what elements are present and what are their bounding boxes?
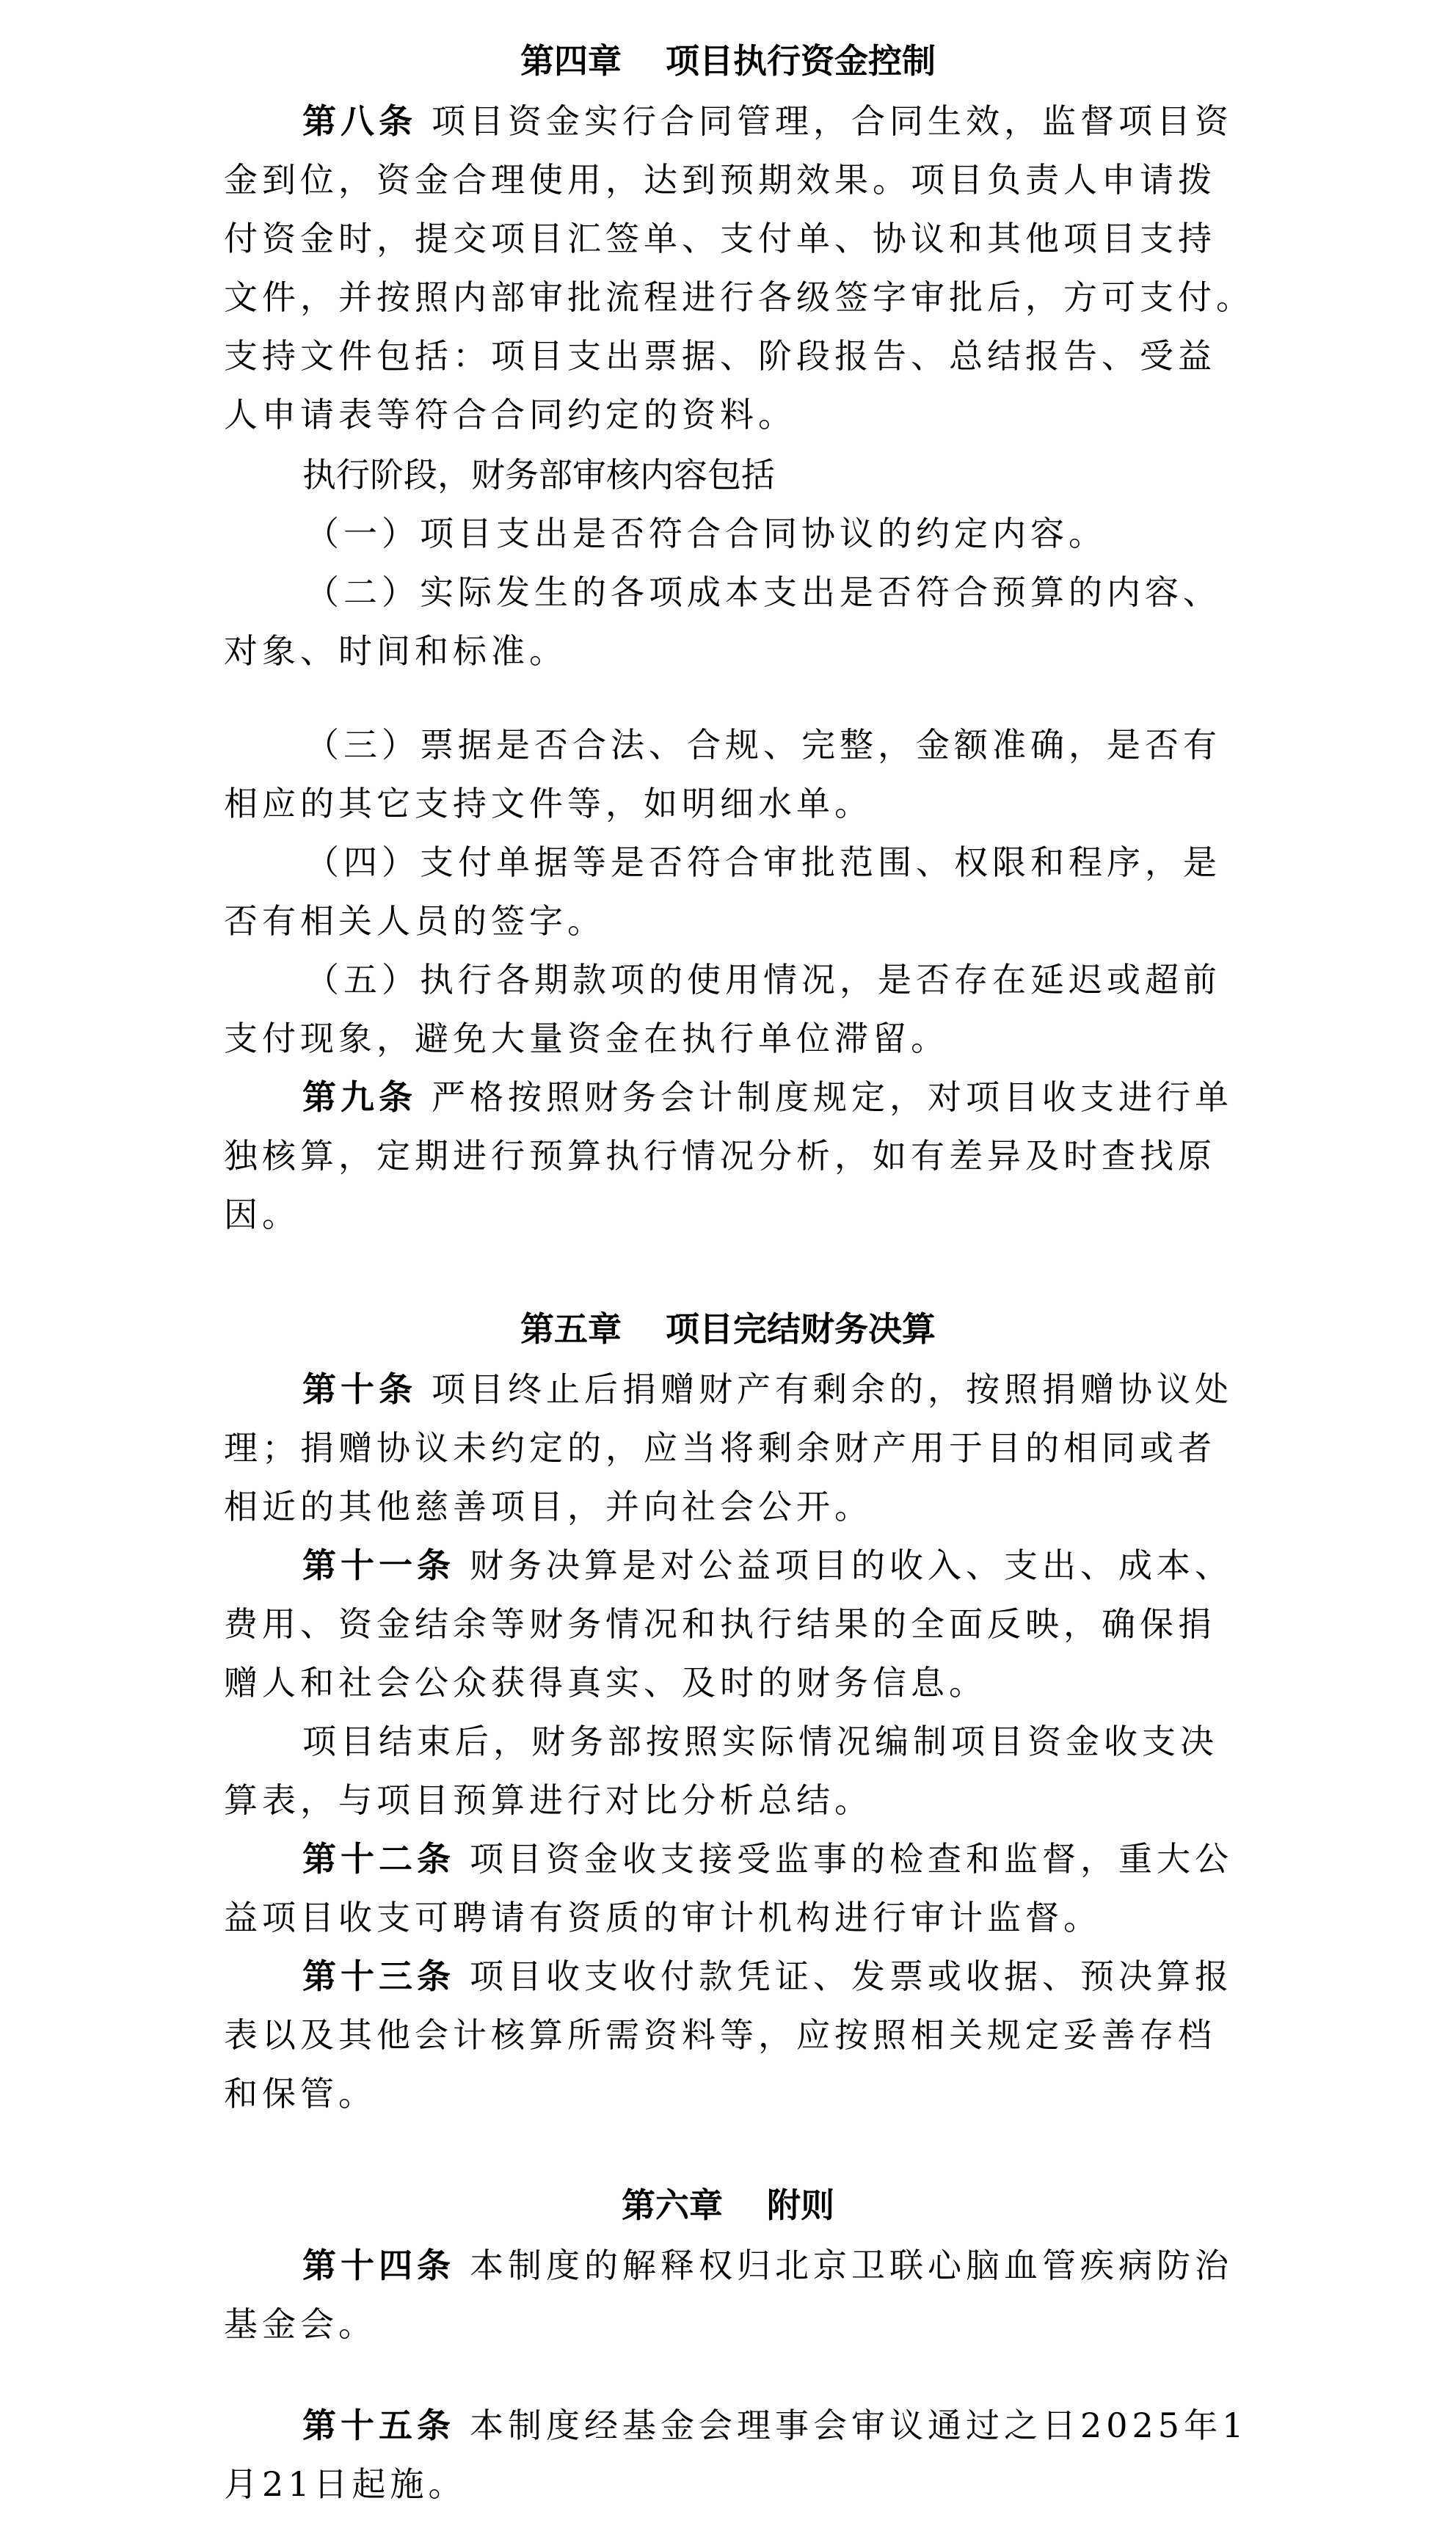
article-13-line-1 bbox=[0, 1955, 1456, 1998]
review-item-1: （一）项目支出是否符合合同协议的约定内容。 bbox=[305, 514, 1107, 553]
article-8-line-3: 付资金时，提交项目汇签单、支付单、协议和其他项目支持 bbox=[224, 219, 1216, 258]
article-8-line-6: 人申请表等符合合同约定的资料。 bbox=[224, 395, 796, 434]
article-label: 第十一条 bbox=[302, 1545, 455, 1585]
article-10-line-3: 相近的其他慈善项目，并向社会公开。 bbox=[224, 1487, 873, 1526]
article-12-line-1 bbox=[0, 1838, 1456, 1880]
article-14-line-2: 基金会。 bbox=[224, 2304, 376, 2344]
article-text: 本制度的解释权归北京卫联心脑血管疾病防治 bbox=[470, 2246, 1233, 2285]
article-label: 第十二条 bbox=[302, 1839, 455, 1879]
chapter-title: 附则 bbox=[767, 2185, 834, 2225]
article-15-line-1 bbox=[0, 2404, 1456, 2447]
review-item-2-line-2: 对象、时间和标准。 bbox=[224, 631, 567, 671]
article-10-line-1 bbox=[0, 1368, 1456, 1410]
article-label: 第九条 bbox=[302, 1077, 417, 1117]
article-label: 第十条 bbox=[302, 1369, 417, 1409]
after-project-line-2: 算表，与项目预算进行对比分析总结。 bbox=[224, 1780, 873, 1820]
article-label: 第十四条 bbox=[302, 2246, 455, 2285]
review-intro: 执行阶段，财务部审核内容包括 bbox=[302, 455, 775, 495]
article-text: 本制度经基金会理事会审议通过之日2025年1 bbox=[470, 2406, 1248, 2445]
chapter-title: 项目完结财务决算 bbox=[666, 1309, 936, 1349]
article-label: 第十三条 bbox=[302, 1956, 455, 1996]
chapter-number: 第四章 bbox=[520, 41, 622, 81]
review-item-3-line-1: （三）票据是否合法、合规、完整，金额准确，是否有 bbox=[305, 725, 1221, 765]
article-8-line-5: 支持文件包括：项目支出票据、阶段报告、总结报告、受益 bbox=[224, 336, 1216, 376]
article-14-line-1 bbox=[0, 2244, 1456, 2287]
chapter-heading-5 bbox=[0, 1308, 1456, 1350]
chapter-heading-4 bbox=[0, 40, 1456, 82]
article-12-line-2: 益项目收支可聘请有资质的审计机构进行审计监督。 bbox=[224, 1898, 1102, 1937]
article-10-line-2: 理；捐赠协议未约定的，应当将剩余财产用于目的相同或者 bbox=[224, 1428, 1216, 1468]
article-text: 项目终止后捐赠财产有剩余的，按照捐赠协议处 bbox=[432, 1369, 1233, 1409]
article-8-line-2: 金到位，资金合理使用，达到预期效果。项目负责人申请拨 bbox=[224, 160, 1216, 200]
chapter-number: 第六章 bbox=[622, 2185, 723, 2225]
article-13-line-3: 和保管。 bbox=[224, 2074, 376, 2114]
article-9-line-3: 因。 bbox=[224, 1195, 300, 1234]
article-8-line-4: 文件，并按照内部审批流程进行各级签字审批后，方可支付。 bbox=[224, 277, 1254, 317]
chapter-number: 第五章 bbox=[520, 1309, 622, 1349]
article-11-line-2: 费用、资金结余等财务情况和执行结果的全面反映，确保捐 bbox=[224, 1604, 1216, 1644]
chapter-heading-6 bbox=[0, 2184, 1456, 2227]
chapter-title: 项目执行资金控制 bbox=[666, 41, 936, 81]
review-item-4-line-1: （四）支付单据等是否符合审批范围、权限和程序，是 bbox=[305, 842, 1221, 882]
article-9-line-2: 独核算，定期进行预算执行情况分析，如有差异及时查找原 bbox=[224, 1136, 1216, 1176]
review-item-2-line-1: （二）实际发生的各项成本支出是否符合预算的内容、 bbox=[305, 572, 1221, 612]
article-11-line-1 bbox=[0, 1544, 1456, 1587]
article-text: 财务决算是对公益项目的收入、支出、成本、 bbox=[470, 1545, 1233, 1585]
article-11-line-3: 赠人和社会公众获得真实、及时的财务信息。 bbox=[224, 1663, 987, 1703]
review-item-3-line-2: 相应的其它支持文件等，如明细水单。 bbox=[224, 784, 873, 823]
review-item-5-line-2: 支付现象，避免大量资金在执行单位滞留。 bbox=[224, 1019, 949, 1058]
article-text: 项目资金收支接受监事的检查和监督，重大公 bbox=[470, 1839, 1233, 1879]
review-item-4-line-2: 否有相关人员的签字。 bbox=[224, 901, 605, 941]
review-item-5-line-1: （五）执行各期款项的使用情况，是否存在延迟或超前 bbox=[305, 960, 1221, 1000]
article-9-line-1 bbox=[0, 1076, 1456, 1118]
article-8-line-1 bbox=[0, 100, 1456, 142]
article-text: 项目资金实行合同管理，合同生效，监督项目资 bbox=[432, 101, 1233, 141]
article-text: 项目收支收付款凭证、发票或收据、预决算报 bbox=[470, 1956, 1233, 1996]
article-text: 严格按照财务会计制度规定，对项目收支进行单 bbox=[432, 1077, 1233, 1117]
after-project-line-1: 项目结束后，财务部按照实际情况编制项目资金收支决 bbox=[302, 1722, 1218, 1761]
article-13-line-2: 表以及其他会计核算所需资料等，应按照相关规定妥善存档 bbox=[224, 2015, 1216, 2055]
article-15-line-2: 月21日起施。 bbox=[224, 2464, 467, 2504]
article-label: 第十五条 bbox=[302, 2406, 455, 2445]
article-label: 第八条 bbox=[302, 101, 417, 141]
